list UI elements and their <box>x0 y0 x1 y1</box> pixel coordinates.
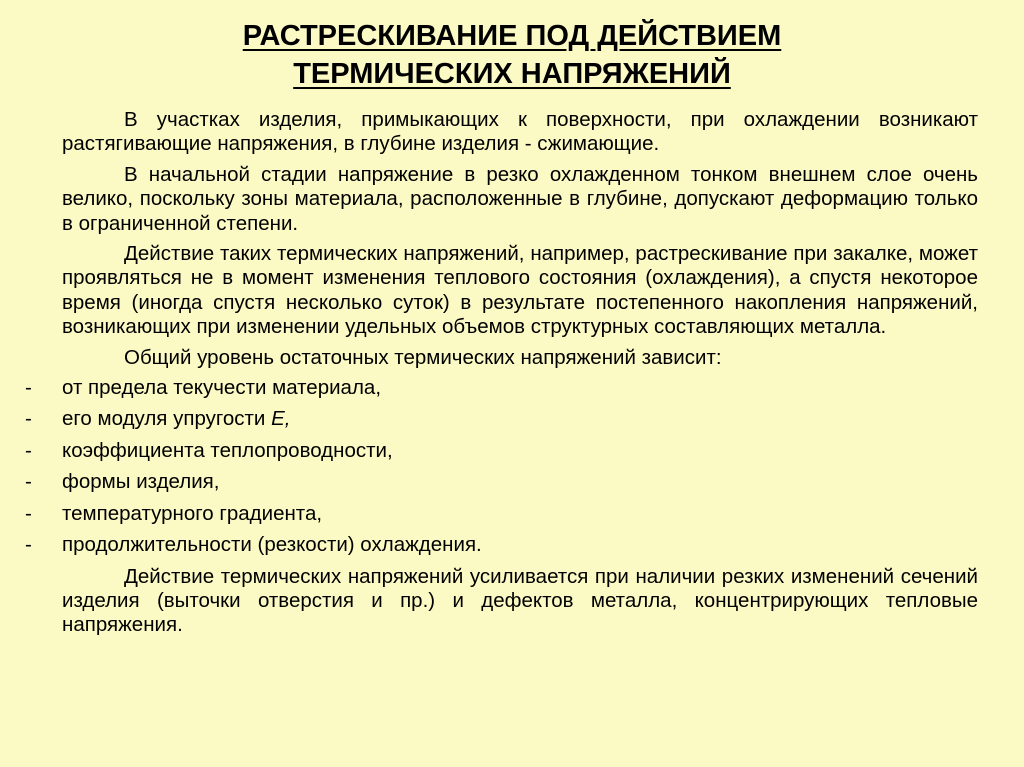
list-item-text: формы изделия, <box>62 470 220 494</box>
list-item <box>25 501 978 526</box>
title-line-2: ТЕРМИЧЕСКИХ НАПРЯЖЕНИЙ <box>293 58 731 90</box>
list-dash: - <box>25 438 32 462</box>
list-dash: - <box>25 501 32 525</box>
slide-body <box>25 108 978 644</box>
paragraph-2: В начальной стадии напряжение в резко охлажденном тонком внешнем слое очень велико, поскольку зоны материала, расположенные в глубине, допускают деформацию только в ограниченной степени. <box>62 162 978 235</box>
list-dash: - <box>25 470 32 494</box>
list-item <box>25 376 978 400</box>
list-dash: - <box>25 533 32 557</box>
list-item-text: его модуля упругости <box>62 407 266 431</box>
slide-title <box>0 17 1024 93</box>
list-item <box>25 470 978 494</box>
list-item-italic-symbol: Е, <box>271 407 291 431</box>
list-item-text: от предела текучести материала, <box>62 376 382 400</box>
title-line-1: РАСТРЕСКИВАНИЕ ПОД ДЕЙСТВИЕМ <box>242 20 782 52</box>
list-dash: - <box>25 376 32 400</box>
list-item-text: коэффициента теплопроводности, <box>62 438 393 462</box>
list-item <box>25 407 978 431</box>
list-dash: - <box>25 407 32 431</box>
paragraph-1: В участках изделия, примыкающих к поверхности, при охлаждении возникают растягивающие напряжения, в глубине изделия - сжимающие. <box>62 108 978 156</box>
list-item <box>25 533 978 557</box>
list-item <box>25 438 978 463</box>
list-item-text: продолжительности (резкости) охлаждения. <box>62 533 482 557</box>
list-item-text: температурного градиента, <box>62 501 323 525</box>
factor-list <box>25 376 978 557</box>
closing-paragraph: Действие термических напряжений усиливается при наличии резких изменений сечений изделия (выточки отверстия и пр.) и дефектов металла, концентрирующих тепловые напряжения. <box>62 564 978 637</box>
paragraph-4: Общий уровень остаточных термических напряжений зависит: <box>124 345 722 369</box>
paragraph-3: Действие таких термических напряжений, например, растрескивание при закалке, может проявляться не в момент изменения теплового состояния (охлаждения), а спустя некоторое время (иногда спустя несколько суток) в результате постепенного накопления напряжений, возникающих при изменении удельных объемов структурных составляющих металла. <box>62 242 978 339</box>
